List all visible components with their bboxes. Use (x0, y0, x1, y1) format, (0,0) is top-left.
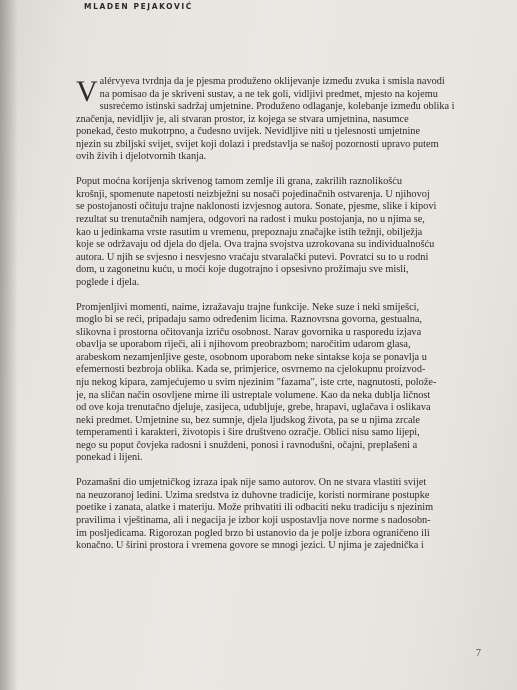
body-text (76, 76, 472, 565)
page-gutter-shadow (0, 0, 18, 690)
paragraph-3 (76, 302, 472, 465)
text-line: na pomisao da je skriveni sustav, a ne tek goli, vidljivi predmet, mjesto na kojemu (99, 88, 438, 100)
text-line: arabeskom nezamjenljive geste, osobnom uporabom neke sintakse koja se ponavlja u (76, 351, 427, 363)
text-line: na neuzoranoj ledini. Uzima sredstva iz duhovne tradicije, koristi normirane postupke (76, 489, 430, 501)
text-line: ponekad, često mukotrpno, a čudesno uvijek. Nevidljive niti u tjelesnosti umjetnine (76, 126, 421, 138)
text-line: im posljedicama. Rigorozan pogled brzo bi ustanovio da je polje izbora ograničeno ili (76, 527, 430, 539)
text-line: se postojanosti očituju trajne naklonosti izvjesnog autora. Sonate, pjesme, slike i kipovi (76, 201, 437, 213)
text-line: poglede i djela. (76, 276, 140, 288)
text-line: nju nekog kipara, zamjećujemo u svim njezinim "fazama", iste crte, nagnutosti, polože- (76, 377, 437, 389)
text-line: je, na sličan način osovljene mirne ili ustreptale volumene. Kao da neka dublja ličnost (76, 389, 431, 401)
text-line: dom, u zagonetnu kuću, u moći koje dugotrajno i opsesivno prožimaju sve misli, (76, 264, 409, 276)
text-line: značenja, nevidljiv je, ali stvaran prostor, iz kojega se stvara umjetnina, nasumce (76, 113, 409, 125)
text-line: pravilima i vještinama, ali i negacija je izbor koji uspostavlja nove norme s nadosobn- (76, 515, 431, 526)
text-line: slikovna i prostorna očitovanja izriču osobnost. Narav govornika u rasporedu izjava (76, 326, 422, 338)
paragraph-1 (76, 76, 472, 164)
text-line: moglo bi se reći, pripadaju samo određenim licima. Raznovrsna govorna, gestualna, (76, 314, 422, 326)
text-line: ponekad i lijeni. (76, 452, 143, 464)
text-line: ovih živih i djelotvornih tkanja. (76, 151, 207, 163)
text-line: od ove koja trenutačno djeluje, zasijeca, udubljuje, grebe, hrapavi, uglačava i oslikava (76, 402, 431, 414)
text-line: njezin su zbiljski svijet, svijet koji dolazi i predstavlja se našoj pozornosti upravo putem (76, 138, 439, 150)
text-line: obavlja se uporabom riječi, ali i njihovom preobrazbom; naročitim udarom glasa, (76, 339, 411, 351)
text-line: neki predmet. Umjetnine su, bez sumnje, djela ljudskog života, pa se u njima zrcale (76, 414, 420, 426)
drop-cap: V (76, 75, 98, 108)
text-line: Pozamašni dio umjetničkog izraza ipak nije samo autorov. On ne stvara vlastiti svijet (76, 477, 427, 489)
text-line: nego su poput čovjeka radosni i snuždeni, ponosi i ravnodušni, očajni, preplašeni a (76, 439, 418, 451)
running-header-author: MLADEN PEJAKOVIĆ (84, 2, 193, 11)
text-line: koje se održavaju od djela do djela. Ova trajna svojstva uzrokovana su individualnošću (76, 239, 435, 251)
text-line: Poput moćna korijenja skrivenog tamom zemlje ili grana, zakrilih raznolikošću (76, 176, 402, 188)
text-line: alérvyeva tvrdnja da je pjesma produženo oklijevanje između zvuka i smisla navodi (99, 76, 445, 87)
text-line: Promjenljivi momenti, naime, izražavaju trajne funkcije. Neke suze i neki smiješci, (76, 301, 420, 313)
text-line: susrećemo istinski sadržaj umjetnine. Produženo odlaganje, kolebanje između oblika i (99, 101, 455, 113)
text-line: rezultat su trenutačnih namjera, odgovori na radost i muku postojanja, no u njima se, (76, 213, 425, 225)
paragraph-2 (76, 176, 472, 289)
text-line: krošnji, spomenute napetosti neizbježni su nosači pojedinačnih ostvarenja. U njihovoj (76, 188, 430, 200)
text-line: temperamenti i karakteri, životopis i šire društveno ozračje. Oblici nisu samo lijepi, (76, 427, 420, 439)
page-number: 7 (476, 648, 481, 659)
paragraph-4 (76, 477, 472, 552)
text-line: konačno. U širini prostora i vremena govore se mnogi jezici. U njima je zajednička i (76, 540, 424, 552)
text-line: kao u jedinkama vrste rasutim u vremenu, prepoznaju značajke istih težnji, obilježja (76, 226, 423, 238)
text-line: efemernosti bezbroja oblika. Kada se, primjerice, osvrnemo na cjelokupnu proizvod- (76, 364, 426, 376)
text-line: autora. U njih se svjesno i nesvjesno vraćaju stvaralački putevi. Povratci su to u rodni (76, 251, 429, 263)
text-line: poetike i zanata, alatke i materiju. Može prihvatiti ili odbaciti neku tradiciju s njezinim (76, 502, 434, 514)
